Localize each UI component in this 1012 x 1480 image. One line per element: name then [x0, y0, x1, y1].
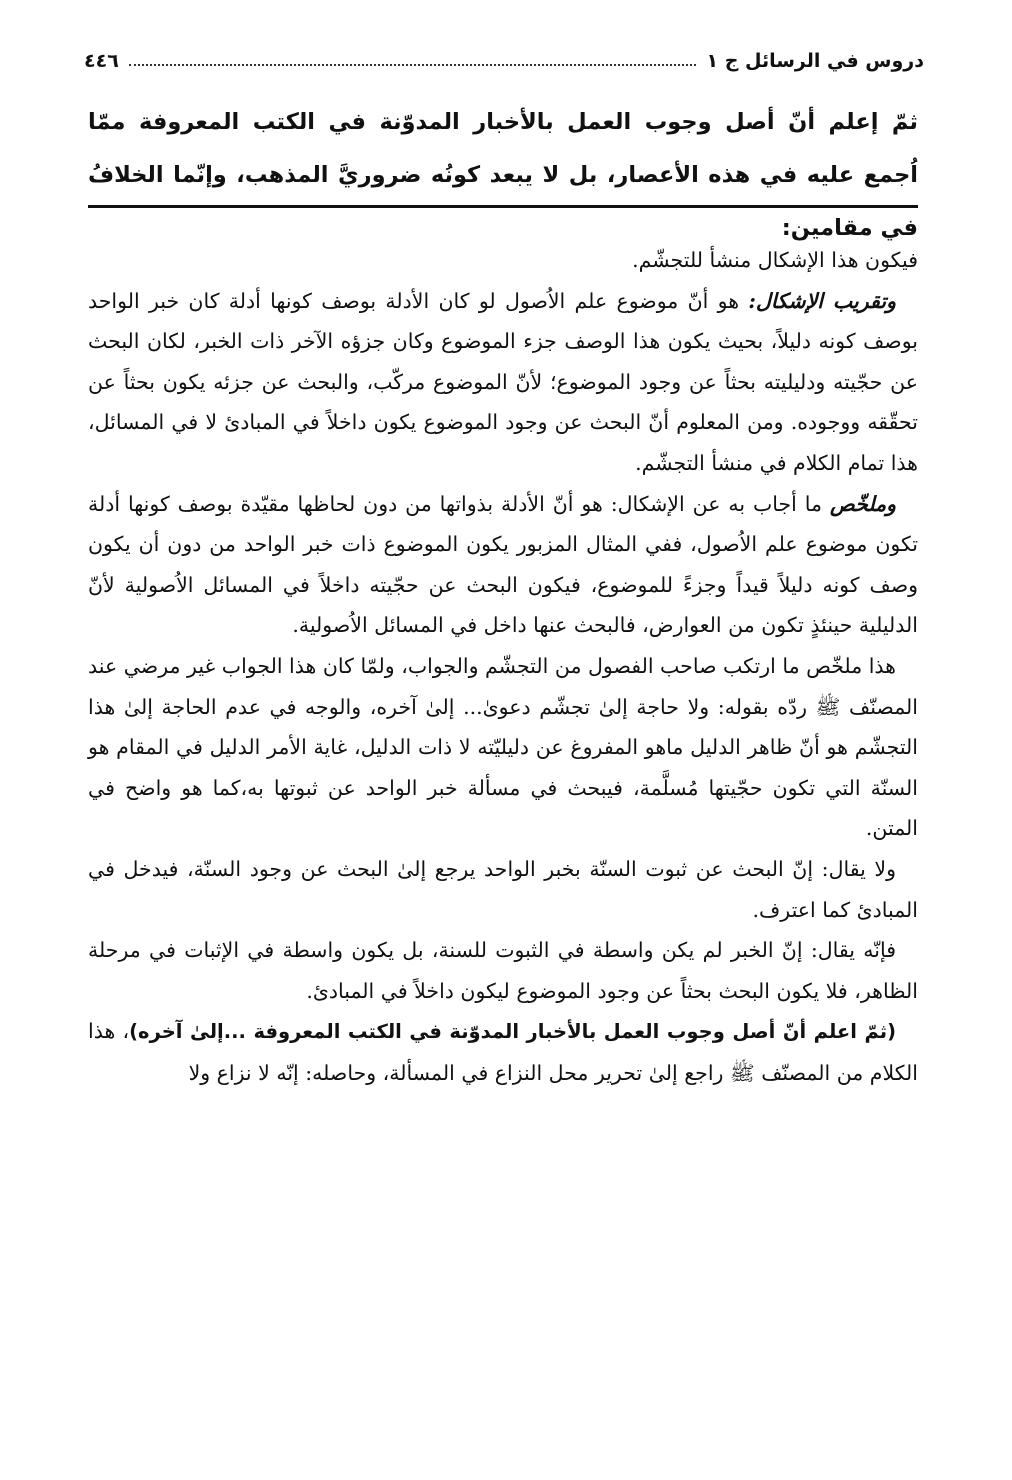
- page-number: ٤٤٦: [84, 50, 119, 72]
- paragraph-6: فإنّه يقال: إنّ الخبر لم يكن واسطة في الثبوت للسنة، بل يكون واسطة في الإثبات في مرحلة الظاهر، فلا يكون البحث بحثاً عن وجود الموضوع ليكون داخلاً في المبادئ.: [88, 938, 918, 1003]
- paragraph-2: وتقريب الإشكال: هو أنّ موضوع علم الاُصول لو كان الأدلة بوصف كونها أدلة كان خبر الواحد بوصف كونه دليلاً، بحيث يكون هذا الوصف جزء الموضوع وكان جزؤه الآخر ذات الخبر، لكان البحث عن حجّيته ودليليته بحثاً عن وجود الموضوع؛ لأنّ الموضوع مركّب، والبحث عن جزئه يكون بحثاً عن تحقّقه ووجوده. ومن المعلوم أنّ البحث عن وجود الموضوع يكون داخلاً في المبادئ لا في المسائل، هذا تمام الكلام في منشأ التجشّم.: [88, 288, 919, 475]
- paragraph-4: هذا ملخّص ما ارتكب صاحب الفصول من التجشّم والجواب، ولمّا كان هذا الجواب غير مرضي عند المصنّف ﷺ ردّه بقوله: ولا حاجة إلىٰ تجشّم دعوىٰ... إلىٰ آخره، والوجه في عدم الحاجة إلىٰ هذا التجشّم هو أنّ ظاهر الدليل ماهو المفروغ عن دليليّته لا ذات الدليل، غاية الأمر الدليل في المقام هو السنّة التي تكون حجّيتها مُسلَّمة، فيبحث في مسألة خبر الواحد عن ثبوتها به،كما هو واضح في المتن.: [88, 653, 918, 841]
- paragraph-7: (ثمّ اعلم أنّ أصل وجوب العمل بالأخبار المدوّنة في الكتب المعروفة ...إلىٰ آخره)، هذا الكلام من المصنّف ﷺ راجع إلىٰ تحرير محل النزاع في المسألة، وحاصله: إنّه لا نزاع ولا: [88, 1019, 918, 1085]
- paragraph-5: ولا يقال: إنّ البحث عن ثبوت السنّة بخبر الواحد يرجع إلىٰ البحث عن وجود السنّة، فيدخل في المبادئ كما اعترف.: [88, 856, 918, 922]
- matn-text: ثمّ إعلم أنّ أصل وجوب العمل بالأخبار المدوّنة في الكتب المعروفة ممّا اُجمع عليه في هذه الأعصار، بل لا يبعد كونُه ضروريَّ المذهب، وإنّما الخلافُ في مقامين:: [88, 109, 918, 241]
- book-title: دروس في الرسائل ج ١: [706, 50, 924, 72]
- paragraph-lead: وتقريب الإشكال:: [748, 288, 896, 313]
- running-header: [84, 44, 924, 78]
- section-divider: [88, 205, 918, 208]
- paragraph-3: وملخّص ما أجاب به عن الإشكال: هو أنّ الأدلة بذواتها من دون لحاظها مقيّدة بوصف كونها أدلة تكون موضوع علم الاُصول، ففي المثال المزبور يكون الموضوع ذات خبر الواحد من دون أن يكون وصف كونه دليلاً قيداً وجزءً للموضوع، فيكون البحث عن حجّيته داخلاً في المسائل الاُصولية لأنّ الدليلية حينئذٍ تكون من العوارض، فالبحث عنها داخل في المسائل الاُصولية.: [88, 491, 918, 638]
- commentary-body: [88, 240, 918, 1093]
- dotted-leader: [129, 64, 697, 66]
- paragraph-1: فيكون هذا الإشكال منشأ للتجشّم.: [632, 248, 918, 272]
- matn-quote: (ثمّ اعلم أنّ أصل وجوب العمل بالأخبار المدوّنة في الكتب المعروفة ...إلىٰ آخره): [129, 1020, 896, 1044]
- paragraph-lead: وملخّص: [829, 491, 896, 516]
